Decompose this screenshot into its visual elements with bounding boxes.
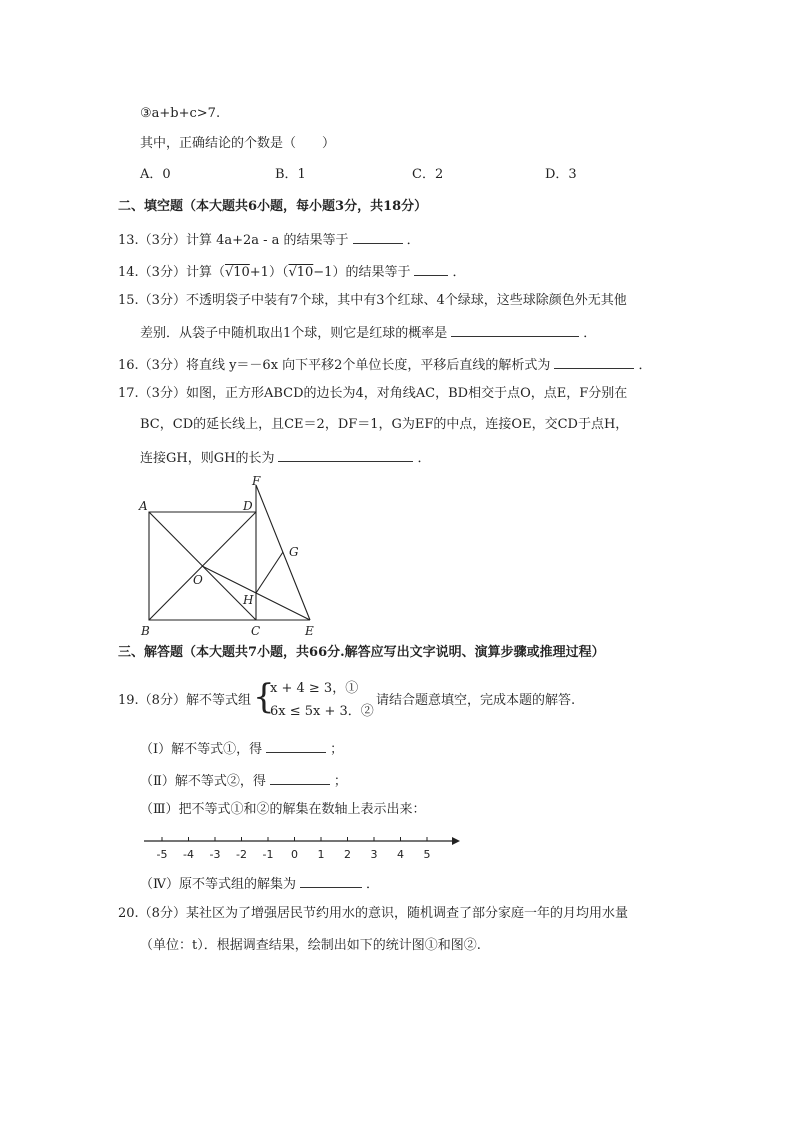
tick-label: 3 bbox=[370, 848, 378, 861]
q15-line-1: 15.（3分）不透明袋子中装有7个球，其中有3个红球、4个绿球，这些球除颜色外无其他 bbox=[118, 293, 627, 308]
label-o: O bbox=[193, 573, 203, 587]
q19-suffix: 请结合题意填空，完成本题的解答. bbox=[376, 693, 576, 708]
q19-step-4: （Ⅳ）原不等式组的解集为 ． bbox=[140, 873, 379, 894]
tick-label: 4 bbox=[397, 848, 404, 861]
q17-line-3: 连接GH，则GH的长为 ． bbox=[140, 447, 430, 468]
q19-prefix: 19.（8分）解不等式组 bbox=[118, 693, 251, 708]
q19-step4-blank[interactable] bbox=[300, 873, 362, 888]
label-c: C bbox=[251, 624, 261, 638]
tick-label: 2 bbox=[344, 848, 351, 861]
q17-answer-blank[interactable] bbox=[278, 447, 413, 462]
q16-answer-blank[interactable] bbox=[554, 354, 634, 369]
q12-option-d: D．3 bbox=[545, 167, 577, 182]
q12-option-a: A．0 bbox=[140, 167, 171, 182]
label-d: D bbox=[243, 499, 253, 513]
section-2-heading: 二、填空题（本大题共6小题，每小题3分，共18分） bbox=[118, 199, 428, 214]
geometry-figure bbox=[135, 472, 335, 640]
label-h: H bbox=[243, 593, 254, 607]
q12-option-c: C．2 bbox=[412, 167, 444, 182]
label-a: A bbox=[139, 499, 148, 513]
q12-prompt: 其中，正确结论的个数是（ ） bbox=[140, 136, 336, 151]
q20-line-2: （单位：t）．根据调查结果，绘制出如下的统计图①和图②. bbox=[140, 938, 481, 953]
label-f: F bbox=[252, 474, 261, 488]
q15-line-2: 差别．从袋子中随机取出1个球，则它是红球的概率是 ． bbox=[140, 322, 596, 343]
label-e: E bbox=[305, 624, 314, 638]
number-line bbox=[140, 830, 470, 866]
q20-line-1: 20.（8分）某社区为了增强居民节约用水的意识，随机调查了部分家庭一年的月均用水量 bbox=[118, 906, 628, 921]
sqrt-10: √10 bbox=[288, 265, 314, 280]
q19-step2-blank[interactable] bbox=[270, 770, 330, 785]
sqrt-10: √10 bbox=[224, 265, 250, 280]
tick-label: -2 bbox=[236, 848, 247, 861]
condition-3: ③a+b+c>7. bbox=[140, 106, 221, 121]
q14: 14.（3分）计算（√10+1）（√10−1）的结果等于 ． bbox=[118, 261, 465, 282]
q19-step-2: （Ⅱ）解不等式②，得 ； bbox=[140, 770, 347, 791]
tick-label: -3 bbox=[209, 848, 221, 861]
q19-step1-blank[interactable] bbox=[266, 738, 326, 753]
q17-line-2: BC，CD的延长线上，且CE＝2，DF＝1，G为EF的中点，连接OE，交CD于点H， bbox=[140, 417, 629, 432]
tick-label: 5 bbox=[423, 848, 431, 861]
q19-step-1: （Ⅰ）解不等式①，得 ； bbox=[140, 738, 343, 759]
tick-label: 1 bbox=[317, 848, 325, 861]
label-g: G bbox=[289, 545, 299, 559]
tick-label: 0 bbox=[291, 848, 298, 861]
tick-label: -5 bbox=[156, 848, 168, 861]
tick-label: -1 bbox=[262, 848, 274, 861]
q12-option-b: B．1 bbox=[275, 167, 306, 182]
segment-gh bbox=[256, 552, 283, 593]
q15-answer-blank[interactable] bbox=[451, 322, 579, 337]
q19-inequality-2: 6x ≤ 5x + 3．② bbox=[270, 704, 374, 719]
q19-inequality-1: x + 4 ≥ 3，① bbox=[270, 681, 359, 696]
number-line-arrow-icon bbox=[452, 837, 460, 845]
q17-line-1: 17.（3分）如图，正方形ABCD的边长为4，对角线AC，BD相交于点O，点E，F分别在 bbox=[118, 386, 628, 401]
q14-answer-blank[interactable] bbox=[414, 261, 448, 276]
brace-symbol: { bbox=[253, 677, 275, 717]
tick-label: -4 bbox=[183, 848, 194, 861]
q16: 16.（3分）将直线 y＝－6x 向下平移2个单位长度，平移后直线的解析式为 ． bbox=[118, 354, 651, 375]
label-b: B bbox=[141, 624, 150, 638]
q13: 13.（3分）计算 4a+2a - a 的结果等于 ． bbox=[118, 229, 420, 250]
q13-answer-blank[interactable] bbox=[353, 229, 403, 244]
q19-step-3: （Ⅲ）把不等式①和②的解集在数轴上表示出来： bbox=[140, 802, 426, 817]
section-3-heading: 三、解答题（本大题共7小题，共66分.解答应写出文字说明、演算步骤或推理过程） bbox=[118, 645, 605, 660]
q13-text: 13.（3分）计算 4a+2a - a 的结果等于 bbox=[118, 233, 349, 248]
